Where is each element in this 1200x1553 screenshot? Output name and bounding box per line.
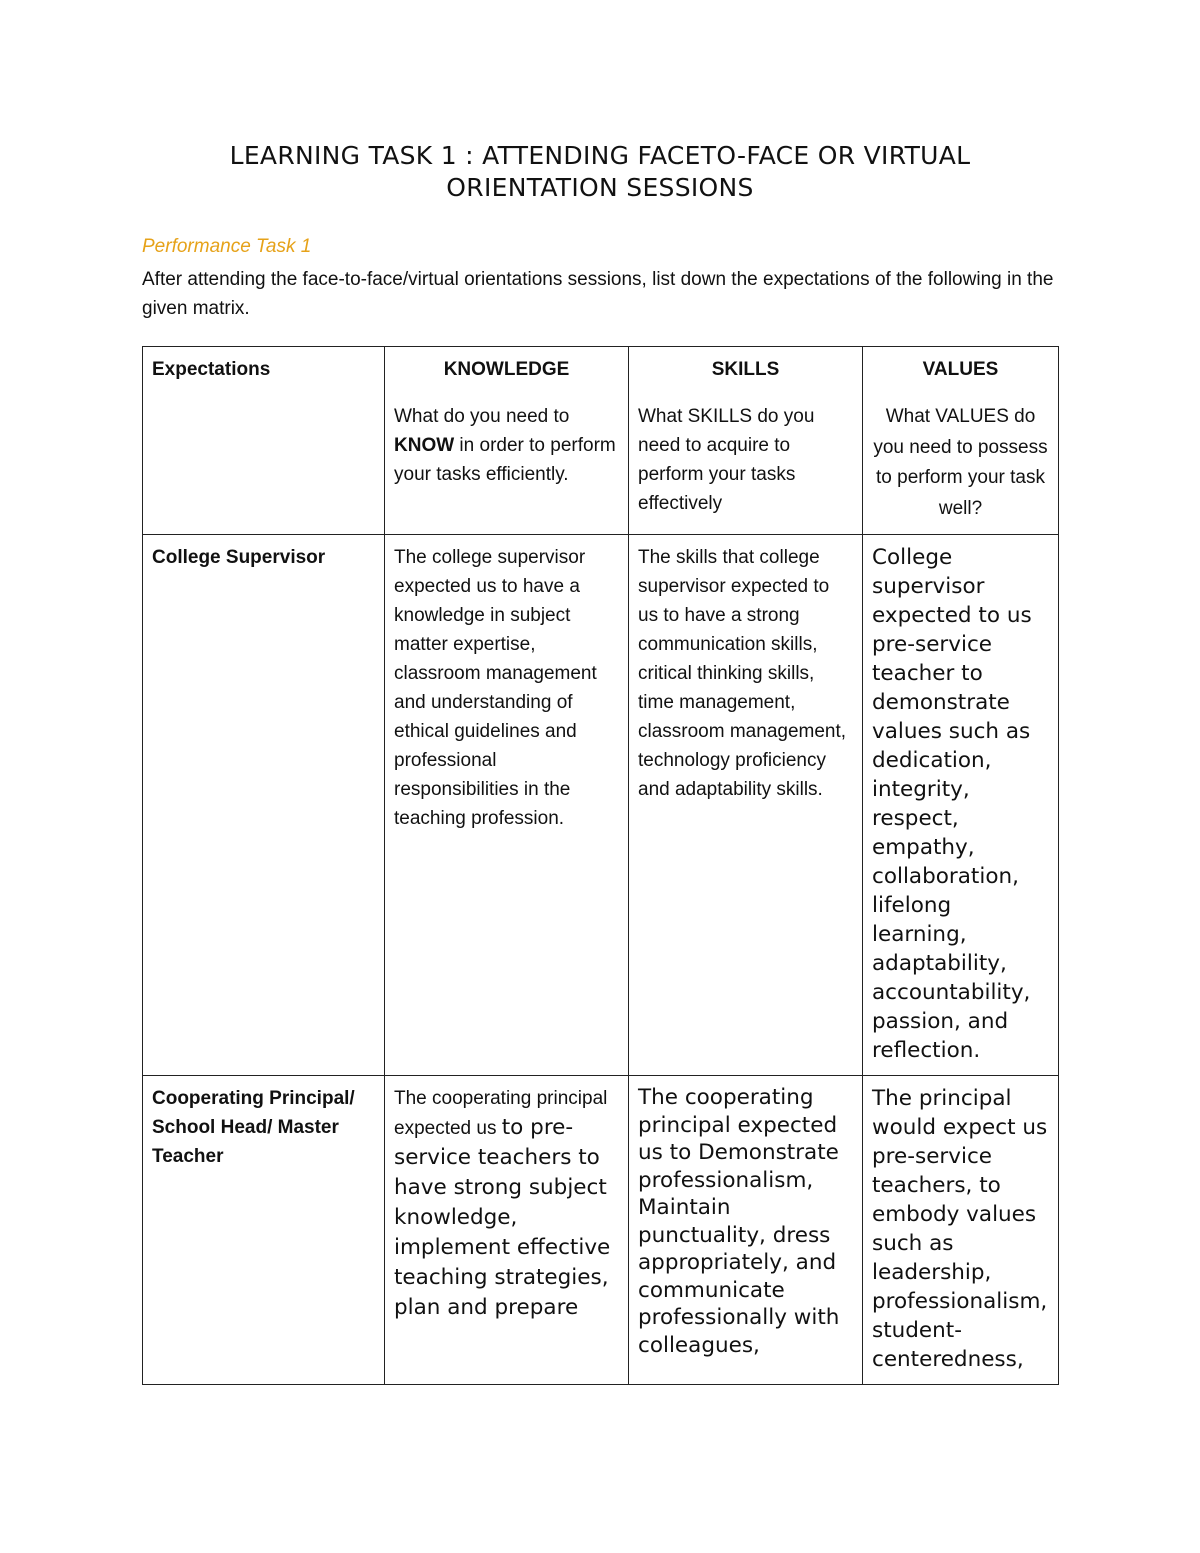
skills-text: The skills that college supervisor expected to us to have a strong communication skills, critical thinking skills, time management, classroom management, technology proficiency and adaptability skills. [638,547,847,800]
header-values-title: VALUES [922,359,999,380]
row-label-cell [143,535,385,1076]
header-skills-title: SKILLS [711,359,780,380]
row-label: College Supervisor [152,547,326,568]
header-skills-desc: What SKILLS do you need to acquire to perform your tasks effectively [638,406,815,514]
knowledge-text: The college supervisor expected us to have a knowledge in subject matter expertise, classroom management and understanding of ethical guidelines and professional responsibilities in the teaching profession. [394,547,597,829]
matrix-row-college-supervisor [143,535,1059,1076]
knowledge-text-small: The cooperating principal expected us [394,1088,608,1139]
row-label: Cooperating Principal/ School Head/ Master Teacher [152,1088,355,1167]
knowledge-desc-before: What do you need to [394,406,570,427]
header-knowledge-title: KNOWLEDGE [443,359,570,380]
row-label-cell [143,1076,385,1385]
matrix-row-cooperating-principal [143,1076,1059,1385]
values-text: The principal would expect us pre-service teachers, to embody values such as leadership, professionalism, student-centeredness, [872,1086,1048,1372]
instructions-text: After attending the face-to-face/virtual orientations sessions, list down the expectations of the following in the given matrix. [142,269,1054,319]
skills-cell [629,1076,863,1385]
knowledge-cell [385,1076,629,1385]
matrix-header-row [143,347,1059,535]
header-skills-cell [629,347,863,535]
header-expectations-cell [143,347,385,535]
expectations-matrix [142,346,1059,1385]
knowledge-desc-bold: KNOW [394,435,455,456]
header-values-desc: What VALUES do you need to possess to perform your task well? [873,406,1048,519]
performance-task-label: Performance Task 1 [142,236,312,257]
values-cell [863,535,1059,1076]
header-expectations-label: Expectations [152,359,271,380]
skills-cell [629,535,863,1076]
header-knowledge-cell [385,347,629,535]
values-cell [863,1076,1059,1385]
skills-text: The cooperating principal expected us to Demonstrate professionalism, Maintain punctuality, dress appropriately, and communicate professionally with colleagues, [638,1085,840,1358]
header-values-cell [863,347,1059,535]
knowledge-desc-after: in order to perform your tasks efficiently. [394,435,616,485]
knowledge-text [394,1084,619,1323]
document-title: LEARNING TASK 1 : ATTENDING FACETO-FACE OR VIRTUAL ORIENTATION SESSIONS [229,141,971,202]
knowledge-cell [385,535,629,1076]
header-knowledge-desc [394,402,619,489]
values-text: College supervisor expected to us pre-service teacher to demonstrate values such as dedication, integrity, respect, empathy, collaboration, lifelong learning, adaptability, accountability, passion, and reflection. [872,545,1032,1063]
knowledge-text-big: to pre-service teachers to have strong subject knowledge, implement effective teaching strategies, plan and prepare [394,1115,611,1320]
